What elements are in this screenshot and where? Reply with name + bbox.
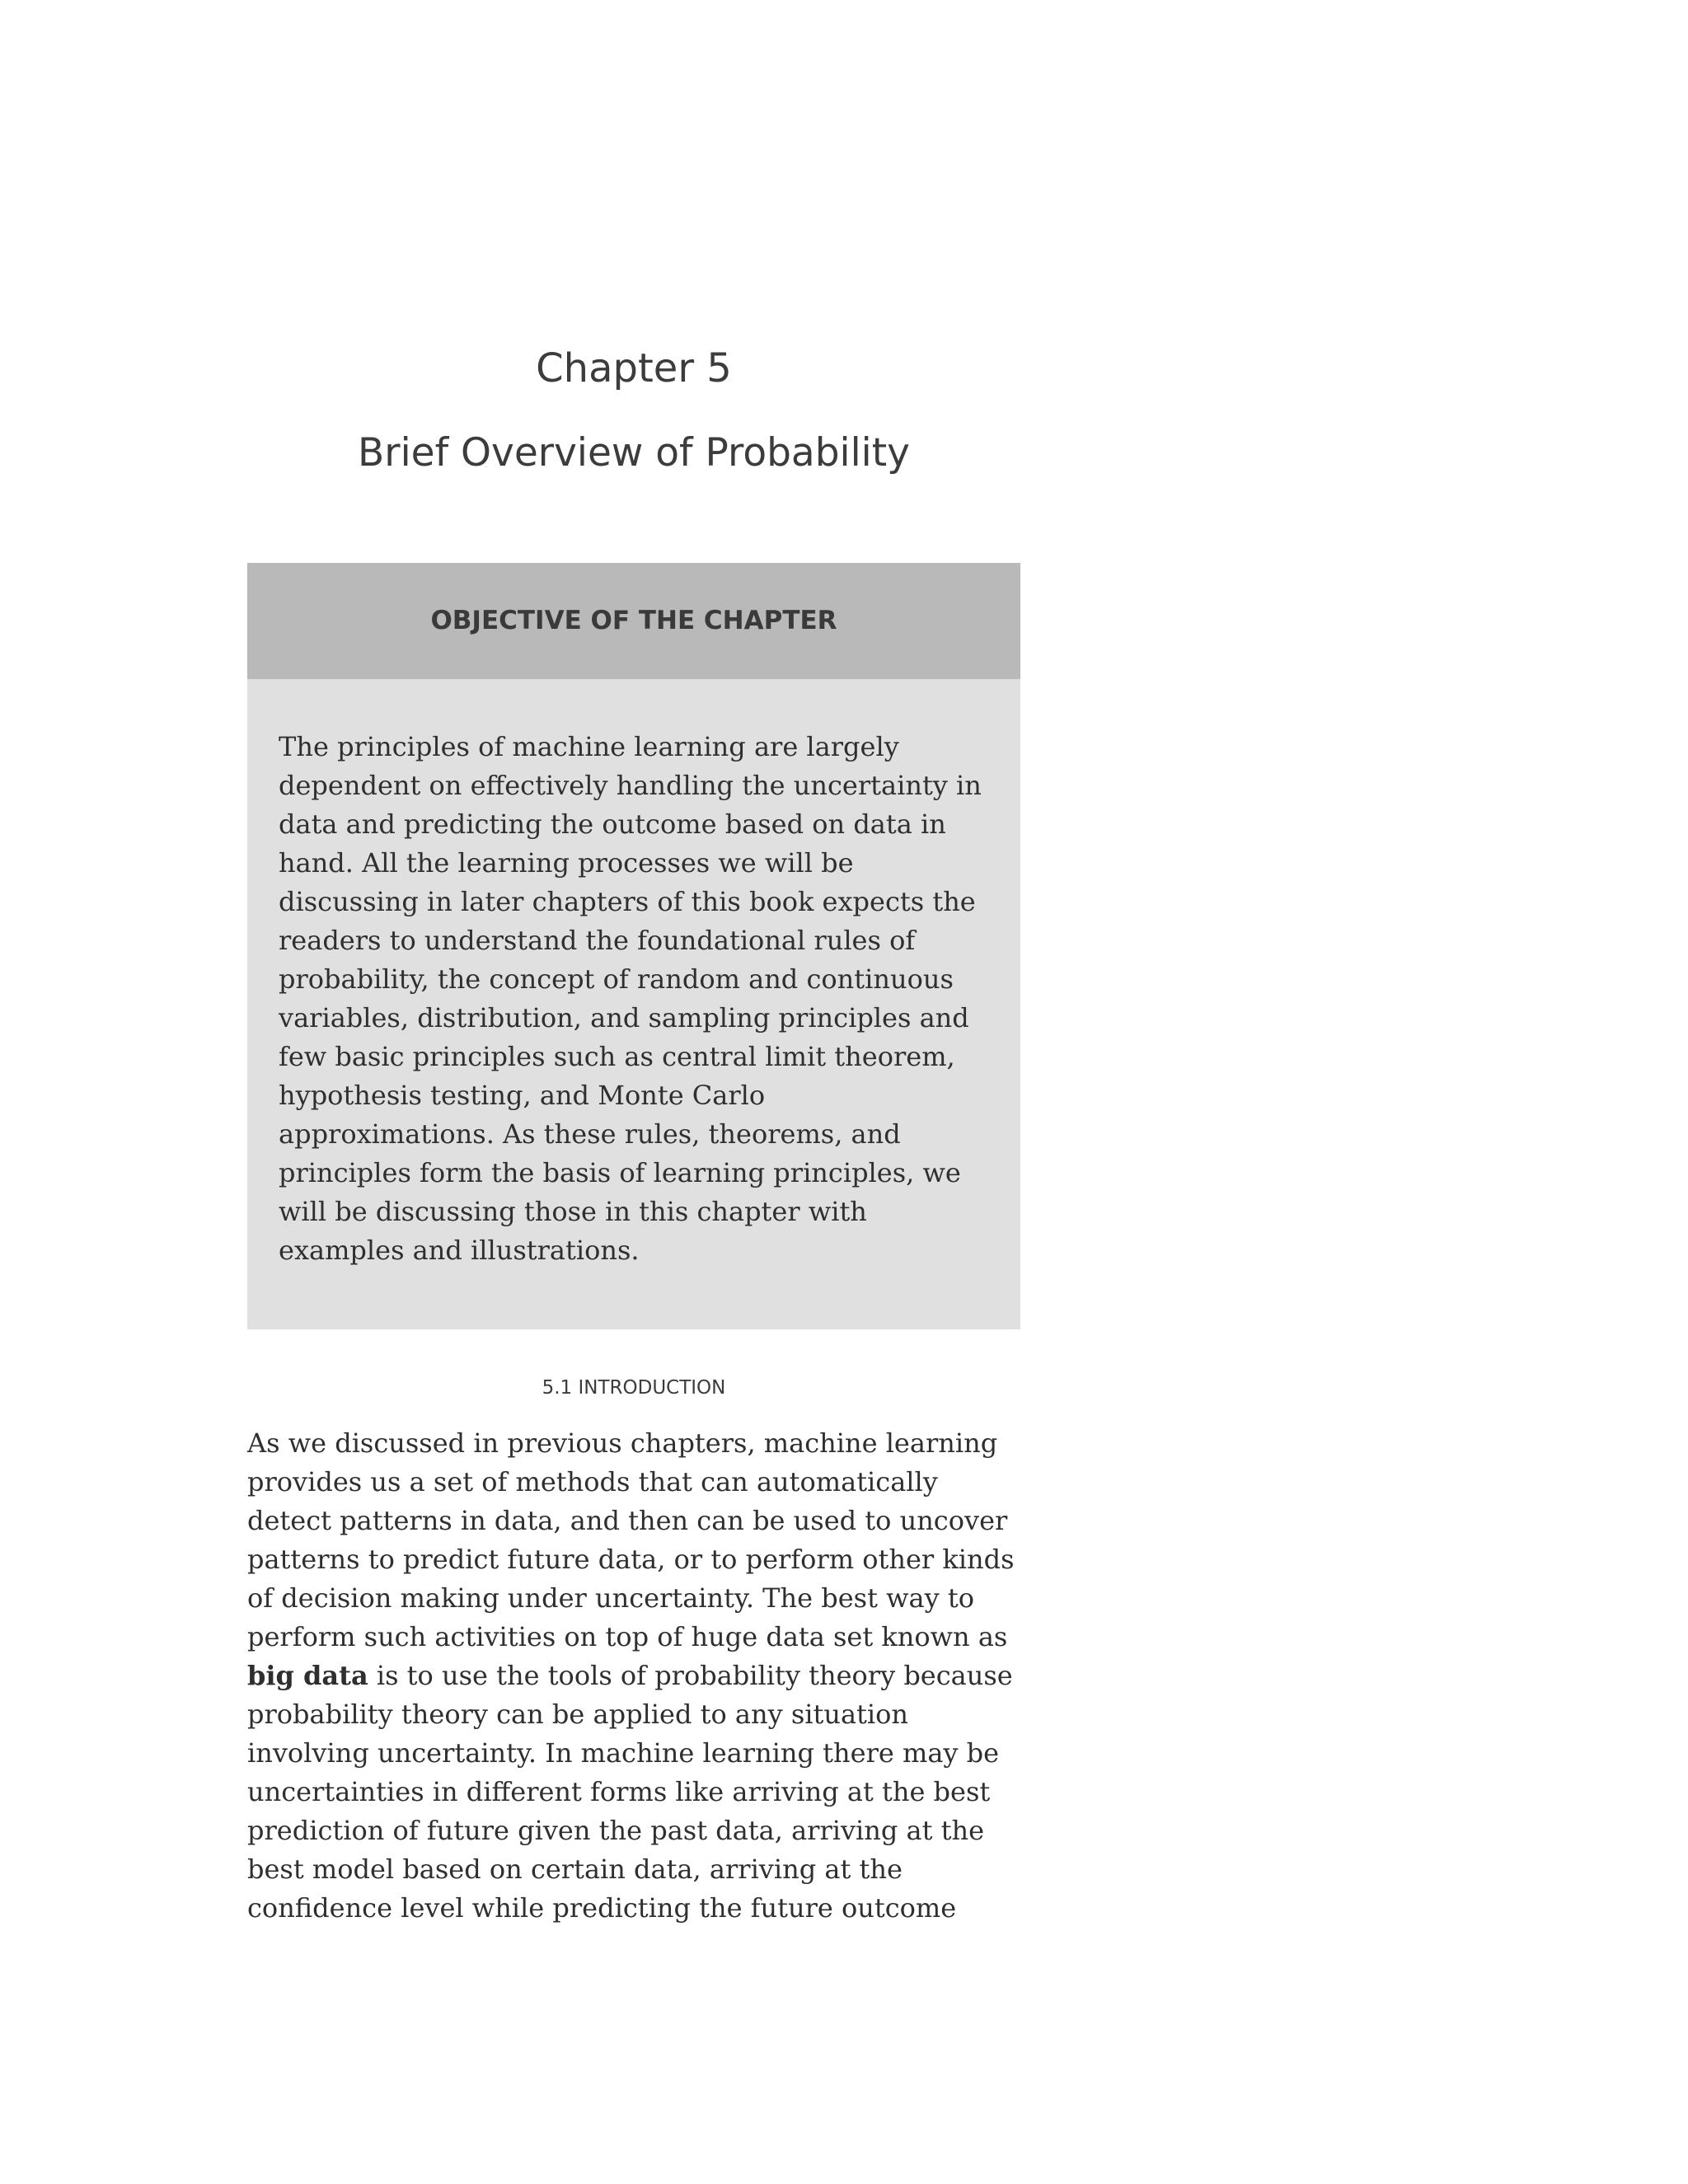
paragraph-line: detect patterns in data, and then can be used to uncover [247, 1505, 1008, 1536]
chapter-title: Brief Overview of Probability [358, 430, 910, 476]
paragraph-line: perform such activities on top of huge data set known as [247, 1621, 1008, 1652]
paragraph-line: involving uncertainty. In machine learning there may be [247, 1737, 1000, 1769]
paragraph-line: provides us a set of methods that can automatically [247, 1466, 938, 1497]
section-heading: 5.1 INTRODUCTION [542, 1377, 726, 1399]
intro-paragraph [247, 1424, 1039, 1928]
paragraph-line: prediction of future given the past data, arriving at the [247, 1815, 985, 1846]
paragraph-line: probability theory can be applied to any situation [247, 1699, 909, 1730]
objective-heading: OBJECTIVE OF THE CHAPTER [247, 563, 1020, 679]
bold-term: big data [247, 1660, 368, 1691]
paragraph-line: patterns to predict future data, or to perform other kinds [247, 1544, 1015, 1575]
objective-box [247, 563, 1020, 1329]
paragraph-line: As we discussed in previous chapters, machine learning [247, 1427, 998, 1459]
paragraph-line: of decision making under uncertainty. The best way to [247, 1582, 974, 1614]
paragraph-line-bold [247, 1657, 1039, 1695]
objective-body: The principles of machine learning are largely dependent on effectively handling the uncertainty in data and predicting the outcome based on data in hand. All the learning processes we will be discussing in later chapters of this book expects the readers to understand the foundational rules of probability, the concept of random and continuous variables, distribution, and sampling principles and few basic principles such as central limit theorem, hypothesis testing, and Monte Carlo approximations. As these rules, theorems, and principles form the basis of learning principles, we will be discussing those in this chapter with examples and illustrations. [279, 731, 982, 1266]
paragraph-line: uncertainties in different forms like arriving at the best [247, 1776, 991, 1807]
chapter-label: Chapter 5 [536, 345, 732, 391]
paragraph-line: confidence level while predicting the future outcome [247, 1892, 957, 1924]
paragraph-line: best model based on certain data, arriving at the [247, 1854, 903, 1885]
bold-line-rest: is to use the tools of probability theory because [368, 1660, 1013, 1691]
